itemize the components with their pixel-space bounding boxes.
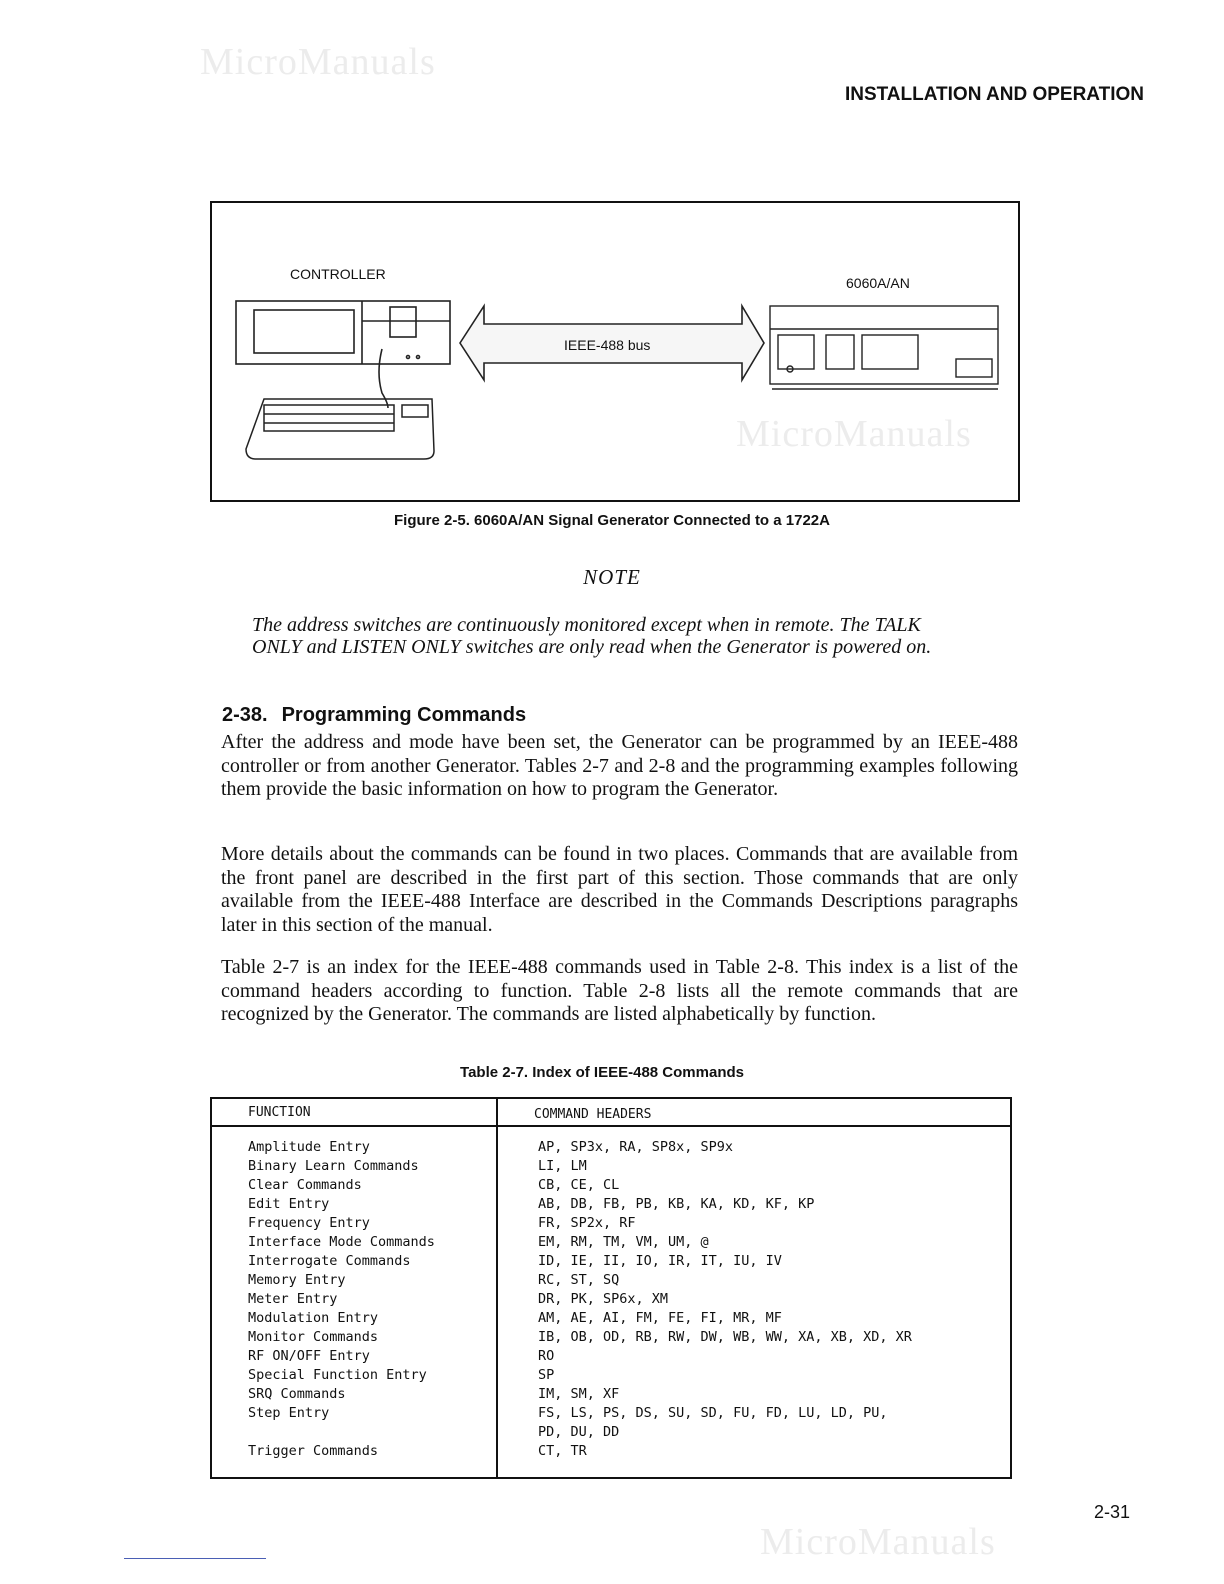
row-function: Frequency Entry: [248, 1215, 370, 1231]
page-number: 2-31: [1093, 1502, 1130, 1522]
row-commands: PD, DU, DD: [538, 1424, 620, 1440]
row-commands: RC, ST, SQ: [538, 1272, 620, 1288]
table-row: [212, 1329, 1010, 1348]
row-function: Clear Commands: [248, 1177, 362, 1193]
row-function: Interface Mode Commands: [248, 1234, 435, 1250]
table-row: [212, 1253, 1010, 1272]
row-function: SRQ Commands: [248, 1386, 346, 1402]
row-commands: RO: [538, 1348, 555, 1364]
signal-generator-icon: [770, 306, 998, 389]
figure-frame: [210, 201, 1020, 502]
table-row: [212, 1405, 1010, 1424]
table-row: [212, 1386, 1010, 1405]
controller-computer-icon: [236, 301, 450, 408]
table-row: [212, 1367, 1010, 1386]
row-function: Monitor Commands: [248, 1329, 379, 1345]
watermark-figure: MicroManuals: [736, 413, 972, 455]
paragraph-3: Table 2-7 is an index for the IEEE-488 commands used in Table 2-8. This index is a list of the command headers according to function. Table 2-8 lists all the remote commands that are recognized by the Generator. The commands are listed alphabetically by function.: [221, 956, 1018, 1025]
row-commands: ID, IE, II, IO, IR, IT, IU, IV: [538, 1253, 782, 1269]
row-commands: SP: [538, 1367, 555, 1383]
figure-caption: Figure 2-5. 6060A/AN Signal Generator Connected to a 1722A: [394, 512, 830, 529]
section-number: 2-38.: [222, 704, 268, 726]
section-title: Programming Commands: [281, 704, 527, 726]
table-row: [212, 1348, 1010, 1367]
row-function: Modulation Entry: [248, 1310, 379, 1326]
table-header-commands: COMMAND HEADERS: [534, 1107, 652, 1122]
table-row: [212, 1158, 1010, 1177]
row-commands: IM, SM, XF: [538, 1386, 620, 1402]
keyboard-icon: [246, 399, 434, 459]
table-row: [212, 1272, 1010, 1291]
watermark-top: MicroManuals: [200, 41, 436, 83]
table-row: [212, 1139, 1010, 1158]
row-function: Interrogate Commands: [248, 1253, 411, 1269]
running-header: INSTALLATION AND OPERATION: [844, 84, 1144, 105]
row-function: Special Function Entry: [248, 1367, 427, 1383]
footer-rule: [124, 1558, 266, 1559]
device-label: 6060A/AN: [846, 275, 910, 291]
watermark-bottom: MicroManuals: [760, 1521, 996, 1563]
table-row: [212, 1196, 1010, 1215]
table-row: [212, 1291, 1010, 1310]
table-row: [212, 1310, 1010, 1329]
table-row: [212, 1443, 1010, 1462]
table-row: [212, 1215, 1010, 1234]
row-function: Edit Entry: [248, 1196, 330, 1212]
row-commands: AB, DB, FB, PB, KB, KA, KD, KF, KP: [538, 1196, 815, 1212]
note-title: NOTE: [583, 565, 641, 589]
note-text: The address switches are continuously monitored except when in remote. The TALK ONLY and LISTEN ONLY switches are only read when the Generator is powered on.: [252, 614, 932, 658]
row-commands: IB, OB, OD, RB, RW, DW, WB, WW, XA, XB, XD, XR: [538, 1329, 912, 1345]
table-row: [212, 1234, 1010, 1253]
section-heading: [222, 704, 526, 727]
row-commands: CB, CE, CL: [538, 1177, 620, 1193]
row-function: Trigger Commands: [248, 1443, 379, 1459]
paragraph-1: After the address and mode have been set, the Generator can be programmed by an IEEE-488 controller or from another Generator. Tables 2-7 and 2-8 and the programming examples following them provide the basic information on how to program the Generator.: [221, 731, 1018, 800]
row-function: Meter Entry: [248, 1291, 338, 1307]
row-function: Step Entry: [248, 1405, 330, 1421]
table-row: [212, 1177, 1010, 1196]
row-commands: CT, TR: [538, 1443, 587, 1459]
table-header-function: FUNCTION: [248, 1105, 311, 1120]
commands-index-table: [210, 1097, 1012, 1479]
paragraph-2: More details about the commands can be found in two places. Commands that are available from the front panel are described in the first part of this section. Those commands that are only available from the IEEE-488 Interface are described in the Commands Descriptions paragraphs later in this section of the manual.: [221, 843, 1018, 936]
row-function: RF ON/OFF Entry: [248, 1348, 370, 1364]
row-commands: EM, RM, TM, VM, UM, @: [538, 1234, 709, 1250]
row-function: Amplitude Entry: [248, 1139, 370, 1155]
table-caption: Table 2-7. Index of IEEE-488 Commands: [460, 1064, 744, 1081]
row-commands: AM, AE, AI, FM, FE, FI, MR, MF: [538, 1310, 782, 1326]
row-function: Binary Learn Commands: [248, 1158, 419, 1174]
controller-label: CONTROLLER: [290, 266, 386, 282]
row-function: Memory Entry: [248, 1272, 346, 1288]
row-commands: FR, SP2x, RF: [538, 1215, 636, 1231]
row-commands: AP, SP3x, RA, SP8x, SP9x: [538, 1139, 734, 1155]
row-commands: LI, LM: [538, 1158, 587, 1174]
bus-label: IEEE-488 bus: [564, 337, 651, 353]
row-commands: DR, PK, SP6x, XM: [538, 1291, 669, 1307]
row-commands: FS, LS, PS, DS, SU, SD, FU, FD, LU, LD, PU,: [538, 1405, 888, 1421]
table-row: [212, 1424, 1010, 1443]
table-header-rule: [212, 1125, 1010, 1127]
